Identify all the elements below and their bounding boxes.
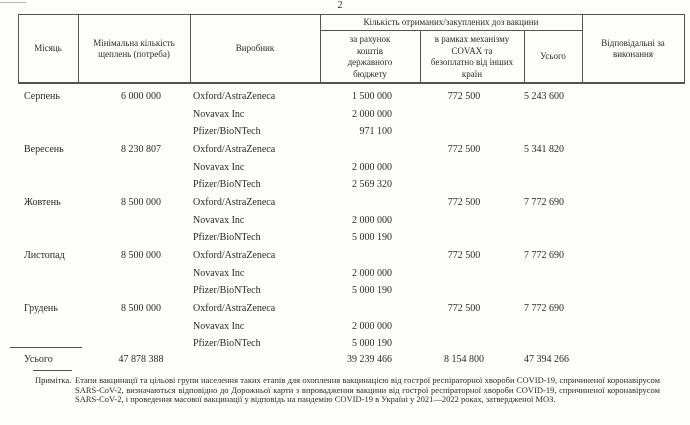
need-cell: 8 500 000 (121, 250, 161, 261)
budget-line: 1 500 000 (352, 91, 392, 102)
budget-cell (320, 300, 392, 353)
budget-line: 5 000 190 (352, 285, 392, 296)
manufacturer-line: Oxford/AstraZeneca (193, 250, 276, 261)
manufacturer-line: Novavax Inc (193, 108, 245, 120)
manufacturer-line: Pfizer/BioNTech (193, 232, 261, 243)
budget-line: 971 100 (359, 126, 392, 137)
need-cell: 8 230 807 (121, 144, 161, 155)
note-label: Примітка. (35, 375, 72, 385)
manufacturer-cell (193, 247, 275, 300)
covax-cell: 772 500 (447, 303, 481, 314)
header-responsible: Відповідальні за виконання (601, 37, 665, 59)
totals-budget: 39 239 466 (347, 354, 392, 365)
manufacturer-cell (193, 141, 275, 194)
scan-artifact-line (0, 2, 26, 3)
manufacturer-line: Oxford/AstraZeneca (193, 303, 276, 314)
budget-line (320, 194, 392, 212)
manufacturer-cell (193, 194, 275, 247)
totals-total: 47 394 266 (524, 354, 569, 365)
covax-cell: 772 500 (447, 144, 481, 155)
budget-line: 2 569 320 (352, 179, 392, 190)
totals-need: 47 878 388 (118, 354, 164, 365)
covax-cell: 772 500 (447, 197, 481, 208)
covax-cell: 772 500 (447, 250, 481, 261)
manufacturer-line: Novavax Inc (193, 161, 245, 173)
budget-line: 2 000 000 (352, 161, 392, 173)
manufacturer-line: Pfizer/BioNTech (193, 179, 261, 190)
budget-line: 2 000 000 (352, 214, 392, 226)
header-need: Мінімальна кількість щеплень (потреба) (93, 37, 175, 59)
budget-cell (320, 247, 392, 300)
manufacturer-line: Oxford/AstraZeneca (193, 197, 276, 208)
total-cell: 5 341 820 (524, 144, 564, 155)
budget-line: 2 000 000 (352, 267, 392, 279)
manufacturer-line: Pfizer/BioNTech (193, 338, 261, 349)
total-cell: 5 243 600 (524, 91, 564, 102)
total-cell: 7 772 690 (524, 303, 564, 314)
total-cell: 7 772 690 (524, 197, 564, 208)
need-cell: 8 500 000 (121, 303, 161, 314)
manufacturer-line: Novavax Inc (193, 320, 245, 332)
note-text: Етапи вакцинації та цільові групи населення таких етапів для охоплення вакцинацією від гострої респіраторної хвороби COVID-19, спричиненої коронавірусом SARS-CoV-2, визначаються відповідно до Дорожньої карти з впровадження вакцини від гострої респіраторної хвороби COVID-19, спричиненої коронавірусом SARS-CoV-2, і проведення масової вакцинації у відповідь на пандемію COVID-19 в Україні у 2021—2022 роках, затвердженої МОЗ. (75, 375, 660, 405)
footnote-separator-line (33, 370, 72, 371)
manufacturer-line: Pfizer/BioNTech (193, 126, 261, 137)
budget-line (320, 300, 392, 318)
manufacturer-line: Pfizer/BioNTech (193, 285, 261, 296)
totals-covax: 8 154 800 (444, 354, 484, 365)
manufacturer-line: Oxford/AstraZeneca (193, 91, 276, 102)
header-budget: за рахунок коштів державного бюджету (347, 34, 393, 79)
month-cell: Жовтень (24, 197, 61, 208)
month-cell: Грудень (24, 303, 58, 314)
total-cell: 7 772 690 (524, 250, 564, 261)
need-cell: 8 500 000 (121, 197, 161, 208)
manufacturer-line: Novavax Inc (193, 267, 245, 279)
header-doses-group: Кількість отриманих/закуплених доз вакцини (363, 16, 539, 27)
header-total: Усього (540, 51, 566, 62)
totals-separator-line (10, 347, 82, 348)
covax-cell: 772 500 (447, 91, 481, 102)
budget-line: 5 000 190 (352, 232, 392, 243)
month-cell: Серпень (24, 91, 60, 102)
budget-cell (320, 194, 392, 247)
manufacturer-cell (193, 300, 275, 353)
month-cell: Листопад (24, 250, 65, 261)
manufacturer-cell (193, 88, 275, 141)
budget-line (320, 247, 392, 265)
totals-label: Усього (24, 354, 53, 365)
month-cell: Вересень (24, 144, 64, 155)
budget-line (320, 141, 392, 159)
budget-line: 2 000 000 (352, 108, 392, 120)
header-manufacturer: Виробник (235, 43, 275, 54)
table-border-right (684, 14, 685, 84)
header-covax: в рамках механізму COVAX та безоплатно від інших країн (430, 34, 514, 79)
budget-line: 5 000 190 (352, 338, 392, 349)
manufacturer-line: Novavax Inc (193, 214, 245, 226)
budget-line: 2 000 000 (352, 320, 392, 332)
budget-cell (320, 88, 392, 141)
need-cell: 6 000 000 (121, 91, 161, 102)
manufacturer-line: Oxford/AstraZeneca (193, 144, 276, 155)
page-number: 2 (337, 0, 343, 11)
header-month: Місяць (34, 43, 62, 54)
budget-cell (320, 141, 392, 194)
